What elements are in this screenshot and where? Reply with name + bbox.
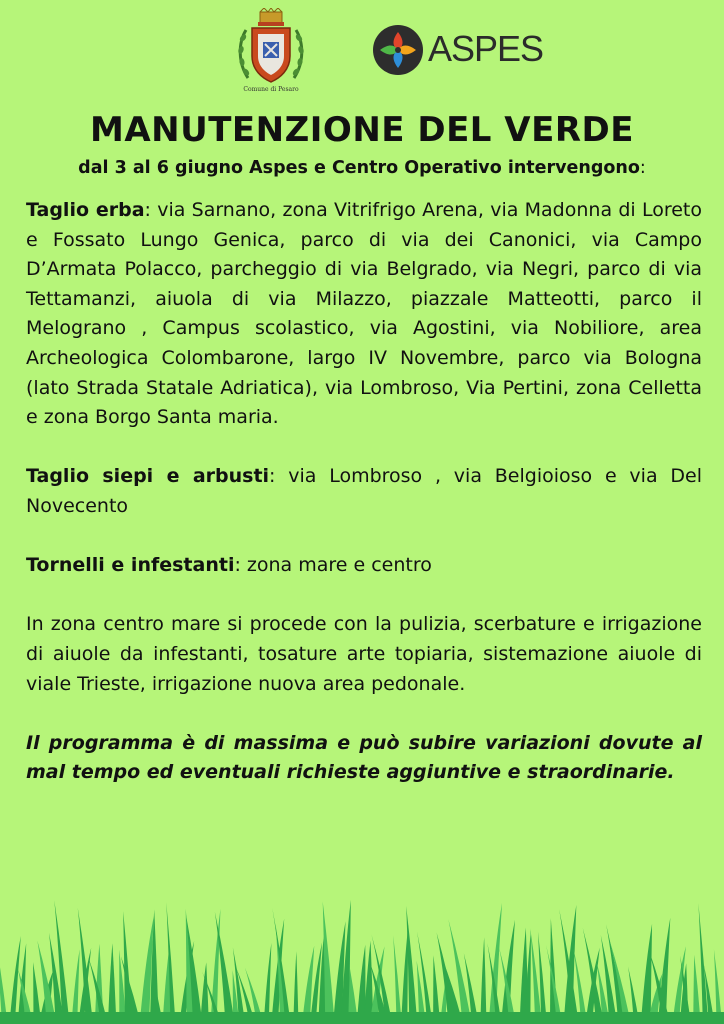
crest-caption: Comune di Pesaro [243, 86, 299, 93]
section-label: Tornelli e infestanti [26, 554, 235, 577]
section-label: Taglio siepi e arbusti [26, 465, 270, 488]
page-subtitle [0, 158, 724, 178]
section-text: : via Lombroso , via Belgioioso e via Del Novecento [26, 465, 702, 517]
aspes-wordmark: ASPES [428, 28, 544, 69]
section-taglio-erba [26, 196, 702, 433]
disclaimer-note: Il programma è di massima e può subire variazioni dovute al mal tempo ed eventuali richieste aggiuntive e straordinarie. [26, 731, 702, 784]
grass-blade [264, 943, 272, 1024]
header-logos [0, 8, 724, 98]
grass-base [0, 1012, 724, 1024]
section-text: : via Sarnano, zona Vitrifrigo Arena, via Madonna di Loreto e Fossato Lungo Genica, parco di via dei Canonici, via Campo D’Armata Polacco, parcheggio di via Belgrado, via Negri, parco di via Tettamanzi, aiuola di via Milazzo, piazzale Matteotti, parco il Melograno , Campus scolastico, via Agostini, via Nobiliore, area Archeologica Colombarone, largo IV Novembre, parco via Bologna (lato Strada Statale Adriatica), via Lombroso, Via Pertini, zona Celletta e zona Borgo Santa maria. [26, 199, 702, 429]
aspes-emblem-icon [372, 24, 424, 76]
subtitle-colon: : [639, 158, 646, 178]
coat-of-arms-icon [234, 8, 308, 86]
grass-blade [393, 935, 402, 1024]
centro-mare-paragraph: In zona centro mare si procede con la pulizia, scerbature e irrigazione di aiuole da infestanti, tosature arte topiaria, sistemazione aiuole di viale Trieste, irrigazione nuova area pedonale. [26, 613, 702, 695]
section-taglio-siepi [26, 462, 702, 521]
grass-blade [641, 924, 652, 1024]
grass-blade [480, 937, 486, 1024]
grass-blade [108, 943, 116, 1024]
page-title: MANUTENZIONE DEL VERDE [90, 110, 634, 150]
grass-blade [698, 903, 708, 1024]
grass-blade [401, 925, 408, 1024]
comune-di-pesaro-logo [234, 8, 308, 98]
main-content [26, 196, 702, 817]
aspes-logo [372, 20, 542, 80]
grass-blade [0, 932, 8, 1024]
section-text: : zona mare e centro [234, 554, 432, 577]
grass-decoration-icon [0, 894, 724, 1024]
section-label: Taglio erba [26, 199, 145, 221]
section-tornelli [26, 551, 702, 581]
subtitle-text: dal 3 al 6 giugno Aspes e Centro Operativo intervengono [78, 158, 640, 178]
